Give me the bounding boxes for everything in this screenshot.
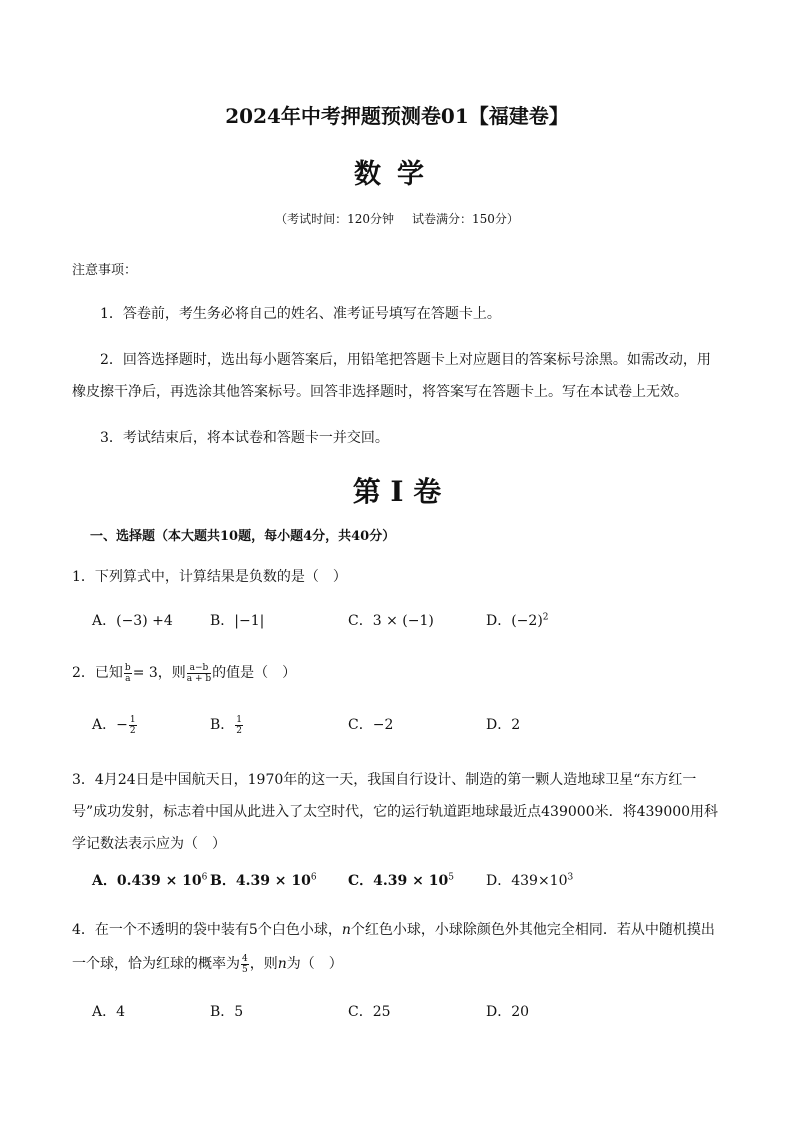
subject-title: 数学 xyxy=(354,159,440,190)
notice-item: 2．回答选择题时，选出每小题答案后，用铅笔把答题卡上对应题目的答案标号涂黑。如需改动，用橡皮擦干净后，再选涂其他答案标号。回答非选择题时，将答案写在答题卡上。写在本试卷上无效。 xyxy=(72,352,711,400)
variable-n: n xyxy=(341,922,351,938)
fraction-one-half: $\frac{1}{2}$ xyxy=(236,714,243,736)
question-3-stem: 3．4月24日是中国航天日，1970年的这一天，我国自行设计、制造的第一颗人造地球卫星“东方红一号”成功发射，标志着中国从此进入了太空时代，它的运行轨道距地球最近点439000米．将439000用科学记数法表示应为（ ） xyxy=(72,772,719,852)
fraction-one-half: $\frac{1}{2}$ xyxy=(129,714,136,736)
question-2-options xyxy=(92,714,712,738)
fraction-b-over-a: $\frac{b}{a}$ xyxy=(124,662,131,684)
notice-item: 3．考试结束后，将本试卷和答题卡一并交回。 xyxy=(100,430,389,446)
option-b: B．|−1| xyxy=(210,613,265,629)
notice-heading: 注意事项： xyxy=(72,263,138,278)
exam-time: （考试时间：120分钟 xyxy=(275,212,394,226)
fraction-four-fifths: $\frac{4}{5}$ xyxy=(242,953,248,975)
exam-info xyxy=(0,210,794,227)
option-b: B．5 xyxy=(210,1004,244,1020)
option-a: A．(−3) +4 xyxy=(92,613,173,629)
question-4-options xyxy=(92,1001,712,1025)
volume-title: 第 I 卷 xyxy=(352,475,442,508)
option-a: A．4 xyxy=(92,1004,126,1020)
fraction-a-minus-b-over-a-plus-b: $\frac{a-b}{a + b}$ xyxy=(186,662,212,684)
exam-title: 2024年中考押题预测卷01【福建卷】 xyxy=(225,104,569,128)
full-score: 试卷满分：150分） xyxy=(412,212,519,226)
section-title: 一、选择题（本大题共10题，每小题4分，共40分） xyxy=(90,529,396,544)
option-d: D．20 xyxy=(486,1004,530,1020)
option-d: D．$(-2)^2$ xyxy=(486,612,549,629)
option-c: C．3 × (−1) xyxy=(348,613,434,629)
option-d: D．$439\times 10^3$ xyxy=(486,872,574,889)
variable-n: n xyxy=(277,956,287,972)
option-b: B． $\frac{1}{2}$ xyxy=(210,714,243,736)
option-c: C．$4.39 \times 10^5$ xyxy=(348,872,454,889)
option-a: A．$0.439 \times 10^6$ xyxy=(92,872,208,889)
question-3-options xyxy=(92,870,712,894)
option-c: C．25 xyxy=(348,1004,391,1020)
question-1-stem: 1．下列算式中，计算结果是负数的是（ ） xyxy=(72,569,347,585)
question-1-options xyxy=(92,610,712,634)
option-d: D．2 xyxy=(486,717,521,733)
exponent: 2 xyxy=(542,612,549,623)
notice-item: 1．答卷前，考生务必将自己的姓名、准考证号填写在答题卡上。 xyxy=(100,306,501,322)
option-a: A．− $\frac{1}{2}$ xyxy=(92,714,136,736)
option-b: B．$4.39 \times 10^6$ xyxy=(210,872,317,889)
question-2-stem: 2．已知 $\frac{b}{a}$ = 3，则 $\frac{a-b}{a + b}$ 的值是（ ） xyxy=(72,662,297,684)
option-c: C．−2 xyxy=(348,717,394,733)
question-4-stem: 4．在一个不透明的袋中装有5个白色小球，n个红色小球，小球除颜色外其他完全相同．若从中随机摸出一个球，恰为红球的概率为 $\frac{4}{5}$ ，则n为（ ） xyxy=(72,922,715,975)
